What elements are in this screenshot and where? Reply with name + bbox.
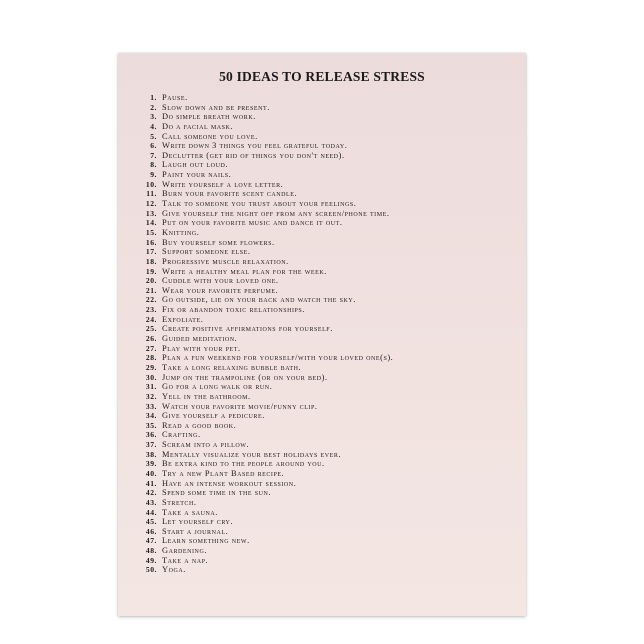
list-item [139, 344, 393, 354]
item-text: Be extra kind to the people around you. [162, 459, 325, 469]
list-item [139, 218, 393, 228]
list-item [139, 170, 393, 180]
item-number: 44. [145, 507, 157, 517]
list-item [139, 103, 393, 113]
item-text: Start a journal. [162, 526, 229, 536]
item-number: 20. [145, 276, 157, 286]
list-item [139, 122, 393, 132]
item-text: Jump on the trampoline (or on your bed). [162, 372, 328, 382]
item-number: 29. [145, 362, 157, 372]
item-text: Exfoliate. [162, 314, 204, 324]
item-text: Knitting. [162, 227, 200, 237]
item-text: Play with your pet. [162, 343, 241, 353]
item-text: Fix or abandon toxic relationships. [162, 305, 305, 315]
item-number: 35. [145, 420, 157, 430]
list-item [139, 450, 393, 460]
item-number: 23. [145, 305, 157, 315]
item-number: 46. [145, 526, 157, 536]
list-item [139, 228, 393, 238]
list-item [139, 209, 393, 219]
item-text: Try a new Plant Based recipe. [162, 468, 285, 478]
item-number: 8. [150, 160, 157, 170]
item-number: 7. [150, 150, 157, 160]
item-text: Cuddle with your loved one. [162, 276, 279, 286]
item-number: 36. [145, 430, 157, 440]
item-number: 21. [145, 285, 157, 295]
item-number: 40. [145, 468, 157, 478]
item-text: Go for a long walk or run. [162, 382, 273, 392]
item-number: 24. [145, 314, 157, 324]
item-number: 5. [150, 131, 157, 141]
item-text: Write down 3 things you feel grateful today. [162, 141, 348, 151]
item-text: Write a healthy meal plan for the week. [162, 266, 327, 276]
item-number: 22. [145, 295, 157, 305]
list-item [139, 430, 393, 440]
item-text: Crafting. [162, 430, 201, 440]
list-item [139, 141, 393, 151]
item-number: 34. [145, 411, 157, 421]
item-text: Write yourself a love letter. [162, 179, 284, 189]
item-number: 38. [145, 449, 157, 459]
item-number: 43. [145, 497, 157, 507]
list-item [139, 238, 393, 248]
item-text: Support someone else. [162, 247, 251, 257]
item-number: 32. [145, 391, 157, 401]
item-text: Slow down and be present. [162, 102, 270, 112]
item-number: 45. [145, 517, 157, 527]
item-number: 30. [145, 372, 157, 382]
item-number: 17. [145, 247, 157, 257]
item-number: 19. [145, 266, 157, 276]
item-text: Mentally visualize your best holidays ever. [162, 449, 342, 459]
item-text: Let yourself cry. [162, 517, 234, 527]
list-item [139, 267, 393, 277]
item-text: Paint your nails. [162, 170, 232, 180]
item-text: Create positive affirmations for yourself. [162, 324, 333, 334]
list-item [139, 479, 393, 489]
item-number: 26. [145, 334, 157, 344]
item-text: Buy yourself some flowers. [162, 237, 275, 247]
item-number: 2. [150, 102, 157, 112]
list-item [139, 160, 393, 170]
item-number: 33. [145, 401, 157, 411]
list-item [139, 189, 393, 199]
item-text: Read a good book. [162, 420, 237, 430]
item-text: Plan a fun weekend for yourself/with your loved one(s). [162, 353, 394, 363]
item-number: 16. [145, 237, 157, 247]
list-item [139, 536, 393, 546]
item-text: Talk to someone you trust about your feelings. [162, 199, 357, 209]
item-text: Gardening. [162, 546, 207, 556]
item-text: Give yourself the night off from any screen/phone time. [162, 208, 390, 218]
list-item [139, 488, 393, 498]
list-item [139, 305, 393, 315]
item-text: Scream into a pillow. [162, 440, 250, 450]
item-number: 37. [145, 440, 157, 450]
list-item [139, 363, 393, 373]
item-number: 39. [145, 459, 157, 469]
list-item [139, 546, 393, 556]
item-text: Learn something new. [162, 536, 250, 546]
list-item [139, 498, 393, 508]
item-text: Take a nap. [162, 555, 209, 565]
item-number: 18. [145, 256, 157, 266]
list-item [139, 373, 393, 383]
ideas-list [139, 93, 393, 575]
item-number: 6. [150, 141, 157, 151]
list-item [139, 180, 393, 190]
item-text: Yoga. [162, 565, 186, 575]
list-item [139, 527, 393, 537]
list-item [139, 324, 393, 334]
item-text: Stretch. [162, 497, 197, 507]
list-item [139, 132, 393, 142]
item-number: 11. [146, 189, 157, 199]
poster-title: 50 IDEAS TO RELEASE STRESS [219, 69, 425, 84]
list-item [139, 151, 393, 161]
list-item [139, 247, 393, 257]
item-text: Spend some time in the sun. [162, 488, 272, 498]
item-number: 47. [145, 536, 157, 546]
item-number: 10. [145, 179, 157, 189]
item-number: 13. [145, 208, 157, 218]
list-item [139, 459, 393, 469]
list-item [139, 517, 393, 527]
item-number: 42. [145, 488, 157, 498]
item-number: 48. [145, 546, 157, 556]
item-number: 1. [150, 93, 157, 102]
list-item [139, 402, 393, 412]
item-number: 50. [145, 565, 157, 575]
item-text: Take a long relaxing bubble bath. [162, 362, 302, 372]
item-number: 27. [145, 343, 157, 353]
item-text: Do a facial mask. [162, 121, 233, 131]
item-number: 41. [145, 478, 157, 488]
list-item [139, 421, 393, 431]
item-text: Have an intense workout session. [162, 478, 297, 488]
list-item [139, 276, 393, 286]
item-number: 3. [150, 112, 157, 122]
item-number: 31. [145, 382, 157, 392]
list-item [139, 556, 393, 566]
item-text: Take a sauna. [162, 507, 218, 517]
item-text: Watch your favorite movie/funny clip. [162, 401, 318, 411]
list-item [139, 93, 393, 103]
item-text: Laugh out loud. [162, 160, 228, 170]
item-text: Do simple breath work. [162, 112, 256, 122]
list-item [139, 353, 393, 363]
list-item [139, 469, 393, 479]
list-item [139, 112, 393, 122]
item-number: 9. [150, 170, 157, 180]
list-item [139, 257, 393, 267]
item-text: Yell in the bathroom. [162, 391, 251, 401]
list-item [139, 382, 393, 392]
item-text: Burn your favorite scent candle. [162, 189, 298, 199]
item-text: Pause. [162, 93, 188, 102]
list-item [139, 411, 393, 421]
item-number: 25. [145, 324, 157, 334]
item-number: 49. [145, 555, 157, 565]
list-item [139, 334, 393, 344]
item-number: 14. [145, 218, 157, 228]
list-item [139, 295, 393, 305]
list-item [139, 286, 393, 296]
item-text: Declutter (get rid of things you don't need). [162, 150, 345, 160]
item-text: Wear your favorite perfume. [162, 285, 279, 295]
stress-ideas-poster [118, 53, 526, 616]
item-text: Guided meditation. [162, 334, 238, 344]
list-item [139, 315, 393, 325]
list-item [139, 392, 393, 402]
list-item [139, 440, 393, 450]
item-text: Give yourself a pedicure. [162, 411, 265, 421]
item-number: 4. [150, 121, 157, 131]
item-number: 12. [145, 199, 157, 209]
item-text: Go outside, lie on your back and watch the sky. [162, 295, 356, 305]
list-item [139, 508, 393, 518]
list-item [139, 565, 393, 575]
item-text: Progressive muscle relaxation. [162, 256, 289, 266]
list-item [139, 199, 393, 209]
item-number: 28. [145, 353, 157, 363]
item-number: 15. [145, 227, 157, 237]
item-text: Put on your favorite music and dance it out. [162, 218, 343, 228]
item-text: Call someone you love. [162, 131, 258, 141]
